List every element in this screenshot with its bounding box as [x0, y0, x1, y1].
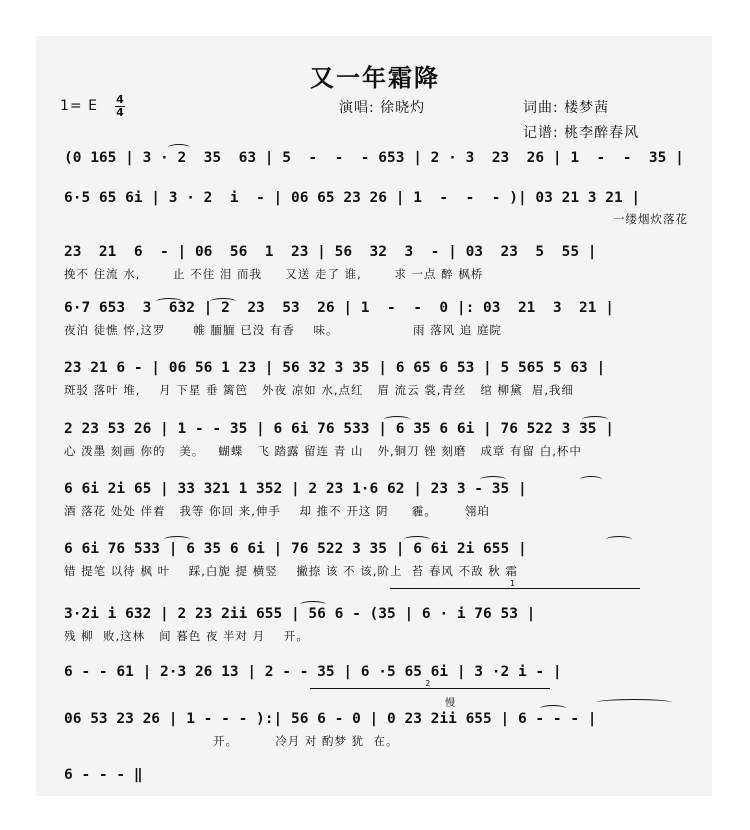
notation-row-12: 6 - - - ‖ [64, 767, 143, 783]
slur-mark [164, 536, 190, 543]
slur-mark [384, 416, 410, 423]
lyric-row-11: 开。 冷月 对 酌梦 犹 在。 [64, 734, 399, 748]
notation-row-10: 6 - - 61 | 2·3 26 13 | 2 - - 35 | 6 ·5 65 6i | 3 ·2 i - | [64, 664, 562, 680]
notation-row-4: 6·7 653 3 632 | 2 23 53 26 | 1 - - 0 |: 03 21 3 21 | [64, 300, 614, 316]
second-ending-number: 2 [425, 679, 431, 688]
slur-mark [596, 699, 672, 706]
notation-row-9: 3·2i i 632 | 2 23 2ii 655 | 56 6 - (35 | 6 · i 76 53 | [64, 606, 536, 622]
slur-mark [582, 416, 608, 423]
notation-row-7: 6 6i 2i 65 | 33 321 1 352 | 2 23 1·6 62 | 23 3 - 35 | [64, 481, 527, 497]
slur-mark [540, 705, 566, 712]
lyric-row-9: 残 柳 败,这林 间 暮色 夜 半对 月 开。 [64, 629, 309, 643]
slur-mark [480, 476, 506, 483]
first-ending-bracket [390, 579, 640, 595]
slur-mark [606, 536, 632, 543]
notation-row-5: 23 21 6 - | 06 56 1 23 | 56 32 3 35 | 6 65 6 53 | 5 565 5 63 | [64, 360, 606, 376]
slur-mark [168, 144, 190, 151]
lyric-row-8: 错 提笔 以待 枫 叶 踩,白旎 提 横竖 撇捺 该 不 该,阶上 苔 春风 不敌 秋 霜 [64, 564, 518, 578]
singer-credit: 演唱: 徐晓灼 [339, 100, 426, 116]
notation-row-1: (0 165 | 3 · 2 35 63 | 5 - - - 653 | 2 · 3 23 26 | 1 - - 35 | [64, 150, 684, 166]
lyric-row-6: 心 泼墨 刻画 你的 美。 蝴蝶 飞 踏露 留连 青 山 外,铜刀 锉 刻磨 成章 有留 白,杯中 [64, 444, 582, 458]
slur-mark [210, 298, 236, 305]
lyric-row-7: 酒 落花 处处 伴着 我等 你回 来,伸手 却 推不 开这 阴 霾。 翎珀 [64, 504, 490, 518]
notation-row-11: 06 53 23 26 | 1 - - - ):| 56 6 - 0 | 0 23 2ii 655 | 6 - - - | [64, 711, 597, 727]
notation-row-8: 6 6i 76 533 | 6 35 6 6i | 76 522 3 35 | 6 6i 2i 655 | [64, 541, 527, 557]
song-title: 又一年霜降 [310, 63, 440, 92]
slur-mark [404, 536, 430, 543]
notation-row-3: 23 21 6 - | 06 56 1 23 | 56 32 3 - | 03 23 5 55 | [64, 244, 597, 260]
key-signature: 1= E [60, 98, 98, 114]
notation-row-6: 2 23 53 26 | 1 - - 35 | 6 6i 76 533 | 6 35 6 6i | 76 522 3 35 | [64, 421, 614, 437]
slur-mark [580, 476, 602, 483]
second-ending-bracket [310, 679, 550, 695]
lyric-row-5: 斑驳 落叶 堆, 月 下星 垂 篱笆 外夜 凉如 水,点红 眉 流云 裳,青丝 绾 柳黛 眉,我细 [64, 383, 575, 397]
lyricist-credit: 词曲: 楼梦茜 [523, 100, 610, 116]
tempo-marking: 慢 [445, 698, 455, 709]
time-signature-bottom: 4 [116, 106, 124, 119]
slur-mark [300, 601, 326, 608]
lyric-row-4: 夜泊 徒憔 悴,这罗 帷 腼腼 已没 有香 味。 雨 落风 追 庭院 [64, 323, 502, 337]
lyric-row-2: 一缕烟炊落花 [613, 212, 688, 226]
notation-row-2: 6·5 65 6i | 3 · 2 i - | 06 65 23 26 | 1 - - - )| 03 21 3 21 | [64, 190, 641, 206]
transcriber-credit: 记谱: 桃李醉春风 [523, 125, 640, 141]
lyric-row-3: 挽不 住流 水, 止 不住 泪 而我 又送 走了 谁, 求 一点 醉 枫桥 [64, 267, 484, 281]
first-ending-number: 1 [510, 579, 516, 588]
time-signature [114, 95, 126, 118]
slur-mark [156, 298, 182, 305]
time-signature-top: 4 [116, 93, 124, 106]
